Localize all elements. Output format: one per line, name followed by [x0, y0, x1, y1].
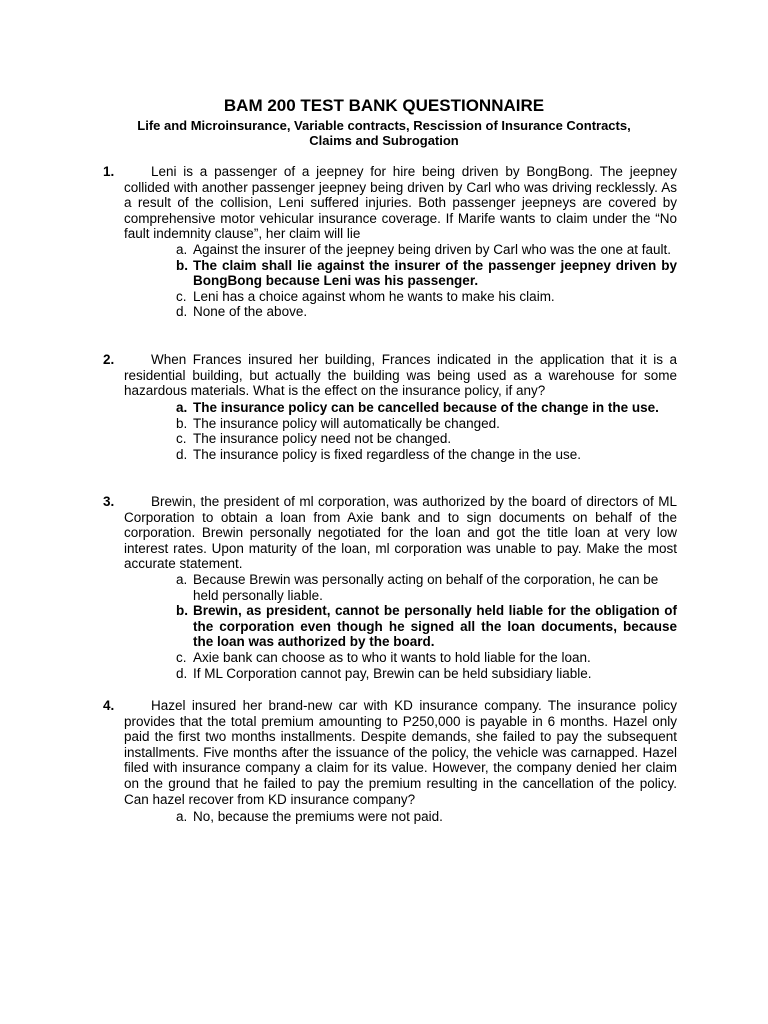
- option-letter: c.: [176, 288, 187, 304]
- question-1-text: Leni is a passenger of a jeepney for hire being driven by BongBong. The jeepney collided with another passenger jeepney being driven by Carl who was driving recklessly. As a result of the collision, Leni suffered injuries. Both passenger jeepneys are covered by comprehensive motor vehicular insurance coverage. If Marife wants to claim under the “No fault indemnity clause”, her claim will lie: [124, 164, 677, 242]
- option-letter: a.: [176, 572, 188, 587]
- option-text: The claim shall lie against the insurer of the passenger jeepney driven by BongBong because Leni was his passenger.: [193, 257, 677, 289]
- document-subtitle: [100, 118, 668, 148]
- subtitle-line-1: Life and Microinsurance, Variable contracts, Rescission of Insurance Contracts,: [137, 118, 631, 133]
- option-letter: c.: [176, 649, 187, 665]
- document-title: BAM 200 TEST BANK QUESTIONNAIRE: [223, 96, 545, 115]
- question-2-text: When Frances insured her building, Frances indicated in the application that it is a residential building, but actually the building was being used as a warehouse for some hazardous materials. What is the effect on the insurance policy, if any?: [124, 352, 677, 399]
- question-3-options: [176, 572, 677, 681]
- question-2-option-b: [176, 416, 677, 432]
- subtitle-line-2: Claims and Subrogation: [309, 133, 459, 148]
- option-text: If ML Corporation cannot pay, Brewin can be held subsidiary liable.: [193, 665, 592, 681]
- question-4-option-a: [176, 809, 677, 825]
- option-text: Because Brewin was personally acting on behalf of the corporation, he can be held personally liable.: [193, 572, 659, 603]
- option-letter: d.: [176, 446, 188, 462]
- question-1-options: [176, 242, 677, 320]
- question-2-option-c: [176, 431, 677, 447]
- question-1-option-a: [176, 242, 677, 258]
- question-3-option-a: [176, 572, 677, 603]
- option-letter: c.: [176, 431, 187, 447]
- question-1-option-d: [176, 304, 677, 320]
- option-letter: a.: [176, 809, 188, 824]
- option-text: The insurance policy will automatically be changed.: [193, 415, 500, 431]
- question-2-number: 2.: [103, 352, 115, 367]
- question-2-option-d: [176, 447, 677, 463]
- option-letter: a.: [176, 242, 188, 257]
- option-text: The insurance policy need not be changed.: [193, 431, 452, 447]
- option-letter: d.: [176, 665, 188, 681]
- question-1-number: 1.: [103, 164, 115, 179]
- question-4-text: Hazel insured her brand-new car with KD insurance company. The insurance policy provides that the total premium amounting to P250,000 is payable in 6 months. Hazel only paid the first two months installments. Despite demands, she failed to pay the subsequent installments. Five months after the issuance of the policy, the vehicle was carnapped. Hazel filed with insurance company a claim for its value. However, the company denied her claim on the ground that he failed to pay the premium resulting in the cancellation of the policy. Can hazel recover from KD insurance company?: [124, 698, 677, 807]
- question-1-option-c: [176, 289, 677, 305]
- option-letter: b.: [176, 415, 188, 431]
- question-3-number: 3.: [103, 494, 115, 509]
- question-1-option-b: [176, 258, 677, 289]
- option-letter: a.: [176, 400, 188, 415]
- option-text: The insurance policy can be cancelled because of the change in the use.: [193, 400, 659, 415]
- option-text: Axie bank can choose as to who it wants to hold liable for the loan.: [193, 649, 591, 665]
- option-text: None of the above.: [193, 304, 308, 320]
- question-3-text: Brewin, the president of ml corporation, was authorized by the board of directors of ML Corporation to obtain a loan from Axie bank and to sign documents on behalf of the corporation. Brewin personally negotiated for the loan and got the title loan at very low interest rates. Upon maturity of the loan, ml corporation was unable to pay. Make the most accurate statement.: [124, 494, 677, 572]
- option-text: Against the insurer of the jeepney being driven by Carl who was the one at fault.: [193, 242, 672, 257]
- option-text: No, because the premiums were not paid.: [193, 809, 443, 824]
- question-3-option-d: [176, 666, 677, 682]
- question-4-number: 4.: [103, 698, 115, 713]
- option-letter: d.: [176, 304, 188, 320]
- question-3-option-c: [176, 650, 677, 666]
- option-text: The insurance policy is fixed regardless of the change in the use.: [193, 446, 581, 462]
- question-2-option-a: [176, 400, 677, 416]
- question-3-option-b: [176, 603, 677, 650]
- option-letter: b.: [176, 603, 188, 619]
- option-text: Brewin, as president, cannot be personally held liable for the obligation of the corporation even though he signed all the loan documents, because the loan was authorized by the board.: [193, 603, 677, 650]
- question-2-options: [176, 400, 677, 462]
- question-4-options: [176, 809, 677, 825]
- option-letter: b.: [176, 257, 188, 273]
- option-text: Leni has a choice against whom he wants to make his claim.: [193, 288, 555, 304]
